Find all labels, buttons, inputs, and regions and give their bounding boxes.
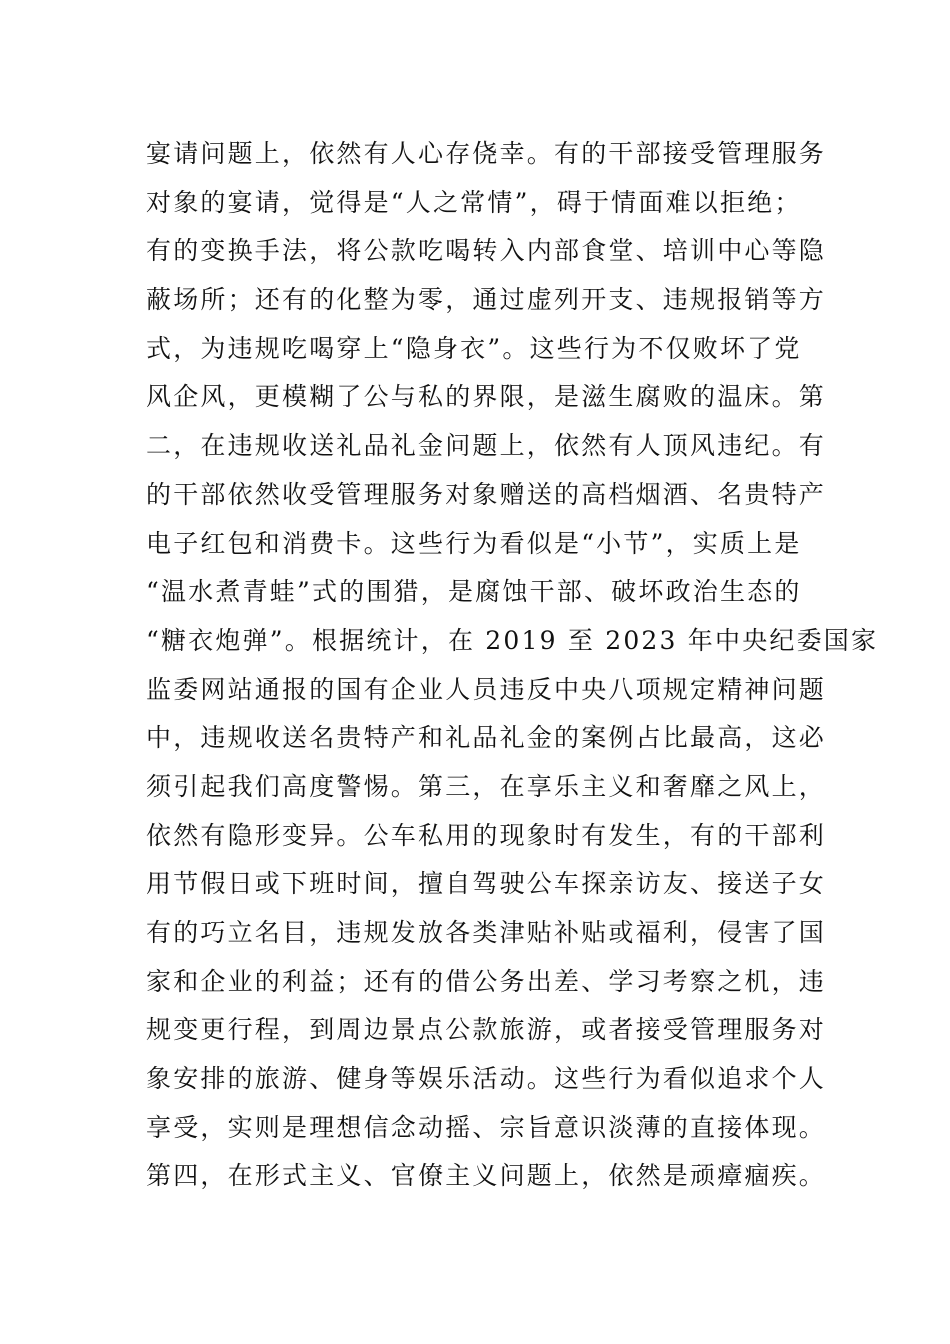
text-line-4: 蔽场所；还有的化整为零，通过虚列开支、违规报销等方 [146,285,827,315]
text-line-11: “糖衣炮弹”。根据统计，在 2019 至 2023 年中央纪委国家 [146,625,879,655]
text-line-6: 风企风，更模糊了公与私的界限，是滋生腐败的温床。第 [146,382,827,412]
text-line-17: 有的巧立名目，违规发放各类津贴补贴或福利，侵害了国 [146,918,827,947]
text-line-1: 宴请问题上，依然有人心存侥幸。有的干部接受管理服务 [146,139,827,168]
text-line-20: 象安排的旅游、健身等娱乐活动。这些行为看似追求个人 [146,1064,827,1094]
text-line-2: 对象的宴请，觉得是“人之常情”，碍于情面难以拒绝； [146,187,802,217]
text-line-14: 须引起我们高度警惕。第三，在享乐主义和奢靡之风上， [146,771,827,801]
text-line-5: 式，为违规吃喝穿上“隐身衣”。这些行为不仅败坏了党 [146,333,802,363]
text-line-15: 依然有隐形变异。公车私用的现象时有发生，有的干部利 [146,820,827,850]
text-line-18: 家和企业的利益；还有的借公务出差、学习考察之机，违 [146,966,827,996]
text-line-7: 二，在违规收送礼品礼金问题上，依然有人顶风违纪。有 [146,431,827,461]
text-line-12: 监委网站通报的国有企业人员违反中央八项规定精神问题 [146,674,827,704]
text-line-9: 电子红包和消费卡。这些行为看似是“小节”，实质上是 [146,528,802,558]
text-line-21: 享受，实则是理想信念动摇、宗旨意识淡薄的直接体现。 [146,1112,827,1142]
text-line-10: “温水煮青蛙”式的围猎，是腐蚀干部、破坏政治生态的 [146,577,802,607]
text-line-8: 的干部依然收受管理服务对象赠送的高档烟酒、名贵特产 [146,479,827,509]
text-line-22: 第四，在形式主义、官僚主义问题上，依然是顽瘴痼疾。 [146,1161,827,1191]
text-line-13: 中，违规收送名贵特产和礼品礼金的案例占比最高，这必 [146,723,827,753]
text-line-16: 用节假日或下班时间，擅自驾驶公车探亲访友、接送子女 [146,869,827,899]
text-line-19: 规变更行程，到周边景点公款旅游，或者接受管理服务对 [146,1015,827,1045]
text-line-3: 有的变换手法，将公款吃喝转入内部食堂、培训中心等隐 [146,236,827,266]
body-text [146,130,879,1201]
